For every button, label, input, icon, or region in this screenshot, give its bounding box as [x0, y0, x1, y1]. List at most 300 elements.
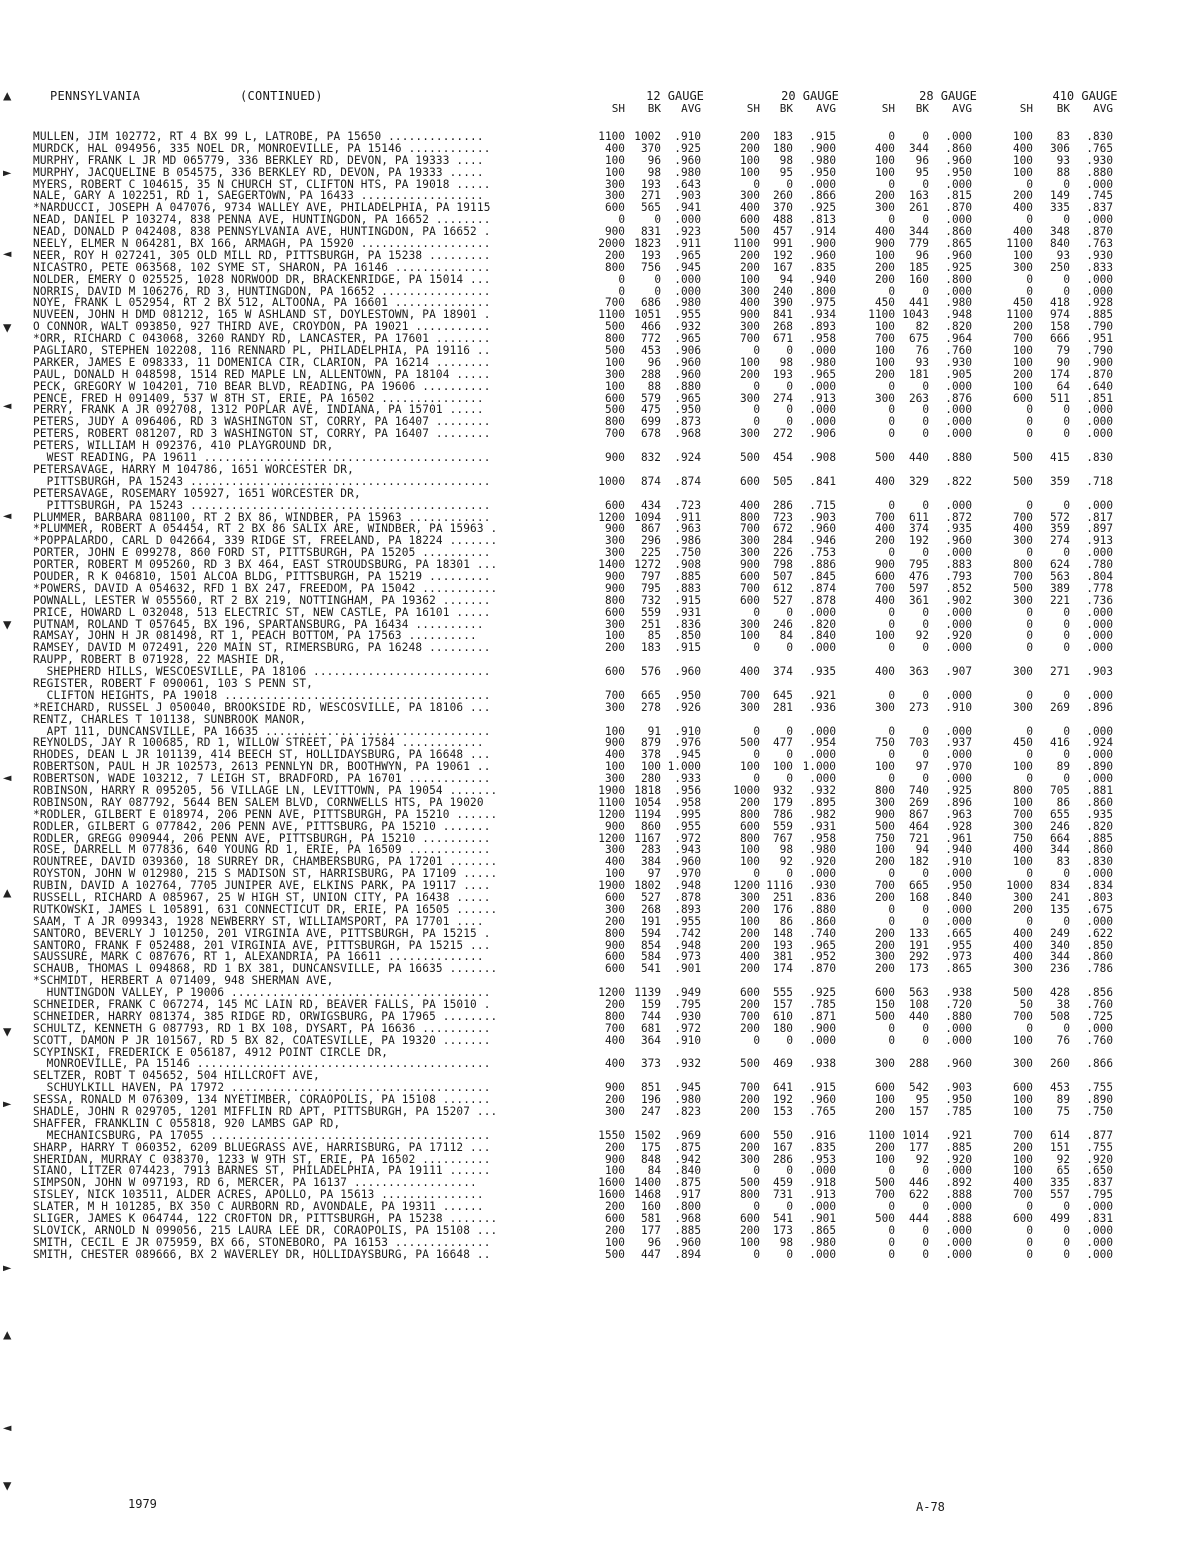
score-cell: 991: [772, 237, 793, 251]
score-cell: .910: [674, 130, 701, 143]
score-cell: 300: [1012, 891, 1033, 904]
score-cell: 0: [888, 177, 895, 191]
score-cell: 65: [1056, 1164, 1070, 1178]
score-cell: 400: [1012, 201, 1033, 215]
shooter-name-address: PETERSAVAGE, ROSEMARY 105927, 1651 WORCESTER DR,: [33, 486, 361, 500]
score-cell: .000: [945, 867, 972, 881]
score-cell: 1200: [598, 831, 625, 845]
score-cell: .000: [1086, 1021, 1113, 1035]
score-cell: 400: [739, 665, 760, 679]
score-cell: 418: [1049, 296, 1070, 310]
score-cell: .795: [674, 998, 701, 1012]
score-cell: 900: [604, 451, 625, 465]
score-cell: 300: [739, 284, 760, 298]
score-cell: 671: [772, 332, 793, 346]
score-cell: 700: [739, 581, 760, 595]
score-cell: .941: [674, 201, 701, 215]
score-cell: 440: [908, 451, 929, 465]
score-cell: 800: [739, 807, 760, 821]
score-cell: 1116: [766, 879, 793, 893]
score-cell: 700: [739, 332, 760, 346]
score-cell: 0: [753, 724, 760, 738]
score-cell: .000: [809, 1200, 836, 1214]
score-cell: 200: [874, 272, 895, 286]
score-cell: 786: [772, 807, 793, 821]
score-cell: 416: [1049, 736, 1070, 750]
table-row: [33, 714, 1143, 726]
score-cell: .921: [945, 1128, 972, 1142]
score-cell: .793: [945, 569, 972, 583]
score-cell: 900: [604, 1152, 625, 1166]
score-cell: .830: [1086, 855, 1113, 869]
score-cell: .880: [809, 902, 836, 916]
score-cell: 1100: [868, 1128, 895, 1142]
score-cell: 0: [1063, 629, 1070, 643]
score-cell: 200: [1012, 1140, 1033, 1154]
table-row: [33, 476, 1143, 488]
score-cell: .870: [1086, 367, 1113, 381]
score-cell: 100: [739, 855, 760, 869]
score-cell: 800: [604, 593, 625, 607]
score-cell: .000: [809, 605, 836, 619]
score-cell: 800: [739, 831, 760, 845]
shooter-name-address: SISLEY, NICK 103511, ALDER ACRES, APOLLO, PA 15613 ...............: [33, 1188, 484, 1202]
score-cell: 800: [739, 1188, 760, 1202]
score-cell: .750: [674, 546, 701, 560]
score-cell: 1167: [634, 831, 661, 845]
score-cell: 100: [874, 355, 895, 369]
score-cell: 600: [739, 213, 760, 227]
score-cell: 447: [640, 1247, 661, 1261]
table-row: [33, 262, 1143, 274]
score-cell: .000: [1086, 1223, 1113, 1237]
score-cell: 453: [1049, 1081, 1070, 1095]
shooter-name-address: SHERIDAN, MURRAY C 038370, 1233 W 9TH ST, ERIE, PA 16502 ..........: [33, 1152, 491, 1166]
score-cell: .000: [945, 130, 972, 143]
score-cell: .000: [945, 748, 972, 762]
score-cell: .873: [674, 415, 701, 429]
score-cell: 344: [908, 141, 929, 155]
score-cell: .903: [945, 1081, 972, 1095]
table-row: [33, 916, 1143, 928]
score-cell: 200: [604, 1140, 625, 1154]
score-cell: 100: [1012, 1152, 1033, 1166]
table-row: [33, 1237, 1143, 1249]
score-cell: .000: [945, 902, 972, 916]
shooter-name-address: SIANO, LITZER 074423, 7913 BARNES ST, PHILADELPHIA, PA 19111 ......: [33, 1164, 491, 1178]
score-cell: .874: [809, 581, 836, 595]
score-cell: .870: [809, 962, 836, 976]
shooter-name-address: POUDER, R K 046810, 1501 ALCOA BLDG, PITTSBURGH, PA 15219 .........: [33, 569, 491, 583]
score-cell: 500: [604, 1247, 625, 1261]
score-cell: 0: [786, 1247, 793, 1261]
score-cell: .923: [674, 225, 701, 239]
shooter-name-address: ROYSTON, JOHN W 012980, 215 S MADISON ST, HARRISBURG, PA 17109 .....: [33, 867, 498, 881]
score-cell: 175: [640, 1140, 661, 1154]
score-cell: 612: [772, 581, 793, 595]
score-cell: 200: [739, 260, 760, 274]
score-cell: .740: [809, 926, 836, 940]
shooter-name-address: NOLDER, EMERY O 025525, 1028 NORWOOD DR, BRACKENRIDGE, PA 15014 ...: [33, 272, 491, 286]
score-cell: 373: [640, 1057, 661, 1071]
score-cell: .940: [809, 272, 836, 286]
score-cell: .931: [809, 819, 836, 833]
score-cell: 400: [739, 201, 760, 215]
score-cell: 94: [915, 843, 929, 857]
score-cell: 832: [640, 451, 661, 465]
score-cell: 1100: [598, 795, 625, 809]
score-cell: 645: [772, 688, 793, 702]
score-cell: 200: [739, 938, 760, 952]
score-cell: .860: [1086, 950, 1113, 964]
score-cell: 744: [640, 1009, 661, 1023]
score-cell: .872: [945, 510, 972, 524]
score-cell: 150: [874, 998, 895, 1012]
score-cell: 300: [604, 1105, 625, 1119]
score-cell: 364: [640, 1033, 661, 1047]
score-cell: 0: [1026, 427, 1033, 441]
score-cell: 0: [753, 1200, 760, 1214]
shooter-name-address: SCHNEIDER, FRANK C 067274, 145 MC LAIN RD, BEAVER FALLS, PA 15010 .: [33, 998, 491, 1012]
score-cell: 0: [888, 617, 895, 631]
score-cell: 0: [922, 748, 929, 762]
score-cell: .918: [809, 1176, 836, 1190]
score-cell: 450: [874, 296, 895, 310]
score-cell: 0: [1063, 772, 1070, 786]
shooter-records-table: [33, 131, 1143, 1261]
score-cell: 149: [1049, 189, 1070, 203]
score-cell: 240: [772, 284, 793, 298]
score-cell: 600: [604, 201, 625, 215]
score-cell: .892: [945, 1176, 972, 1190]
score-cell: .880: [945, 451, 972, 465]
score-cell: 0: [888, 748, 895, 762]
score-cell: 428: [1049, 986, 1070, 1000]
score-cell: .000: [1086, 641, 1113, 655]
score-cell: .911: [674, 237, 701, 251]
score-cell: 1100: [598, 308, 625, 322]
score-cell: .850: [674, 629, 701, 643]
score-cell: 0: [1026, 1247, 1033, 1261]
score-cell: .765: [809, 1105, 836, 1119]
score-cell: 700: [739, 522, 760, 536]
score-cell: 0: [922, 617, 929, 631]
score-cell: 92: [915, 629, 929, 643]
score-cell: .000: [945, 213, 972, 227]
shooter-name-address: PENCE, FRED H 091409, 537 W 8TH ST, ERIE, PA 16502 ...............: [33, 391, 484, 405]
score-cell: 700: [604, 296, 625, 310]
score-cell: 177: [640, 1223, 661, 1237]
margin-mark-icon: ◄: [3, 398, 12, 414]
score-cell: 133: [908, 926, 929, 940]
score-cell: .000: [1086, 1200, 1113, 1214]
score-cell: 900: [604, 581, 625, 595]
score-cell: 488: [772, 213, 793, 227]
score-cell: 600: [739, 819, 760, 833]
score-cell: 834: [1049, 879, 1070, 893]
score-cell: .865: [945, 237, 972, 251]
score-cell: 400: [1012, 938, 1033, 952]
score-cell: .960: [945, 248, 972, 262]
score-cell: 200: [739, 130, 760, 143]
shooter-name-address: ROBERTSON, PAUL H JR 102573, 2613 PENNLYN DR, BOOTHWYN, PA 19061 ..: [33, 760, 491, 774]
score-cell: 0: [786, 1033, 793, 1047]
score-cell: 359: [1049, 474, 1070, 488]
score-cell: 151: [1049, 1140, 1070, 1154]
table-row: [33, 1023, 1143, 1035]
score-cell: .915: [674, 593, 701, 607]
score-cell: .910: [945, 855, 972, 869]
margin-mark-icon: ▼: [3, 1024, 12, 1040]
shooter-name-address: *REICHARD, RUSSEL J 050040, BROOKSIDE RD, WESCOSVILLE, PA 18106 ...: [33, 700, 491, 714]
score-cell: .903: [1086, 665, 1113, 679]
score-cell: 167: [772, 260, 793, 274]
score-cell: 800: [604, 1009, 625, 1023]
score-cell: .000: [1086, 748, 1113, 762]
score-cell: .640: [1086, 379, 1113, 393]
table-row: [33, 1011, 1143, 1023]
score-cell: .960: [809, 1093, 836, 1107]
shooter-name-address: WEST READING, PA 19611 ..........................................: [33, 451, 491, 465]
score-cell: .921: [809, 688, 836, 702]
score-cell: 0: [1063, 177, 1070, 191]
table-row: [33, 500, 1143, 512]
score-cell: 86: [1056, 795, 1070, 809]
score-cell: .833: [1086, 260, 1113, 274]
score-cell: .000: [674, 284, 701, 298]
score-cell: 300: [604, 902, 625, 916]
score-cell: 1200: [598, 986, 625, 1000]
score-cell: 192: [908, 534, 929, 548]
score-cell: .880: [1086, 165, 1113, 179]
score-cell: .790: [1086, 320, 1113, 334]
score-cell: 703: [908, 736, 929, 750]
score-cell: .000: [1086, 867, 1113, 881]
score-cell: 38: [1056, 998, 1070, 1012]
score-cell: 225: [640, 546, 661, 560]
score-cell: .942: [674, 1152, 701, 1166]
score-cell: .980: [809, 153, 836, 167]
score-cell: 454: [772, 451, 793, 465]
score-cell: .000: [809, 177, 836, 191]
score-cell: 900: [604, 819, 625, 833]
score-cell: 193: [772, 367, 793, 381]
score-cell: .965: [674, 332, 701, 346]
score-cell: 200: [739, 1140, 760, 1154]
score-cell: .000: [1086, 272, 1113, 286]
score-cell: 0: [753, 772, 760, 786]
score-cell: 0: [922, 546, 929, 560]
score-cell: .883: [674, 581, 701, 595]
score-cell: 200: [1012, 902, 1033, 916]
score-cell: .000: [809, 1164, 836, 1178]
score-cell: .960: [945, 1057, 972, 1071]
score-cell: 250: [1049, 260, 1070, 274]
shooter-name-address: SAUSSURE, MARK C 087676, RT 1, ALEXANDRIA, PA 16611 ..............: [33, 950, 484, 964]
score-cell: 0: [1026, 629, 1033, 643]
score-cell: 600: [604, 665, 625, 679]
score-cell: 300: [1012, 593, 1033, 607]
shooter-name-address: ROSE, DARRELL M 077836, 640 YOUNG RD 1, ERIE, PA 16509 ............: [33, 843, 491, 857]
score-cell: 705: [1049, 783, 1070, 797]
score-cell: 867: [640, 522, 661, 536]
score-cell: .000: [945, 605, 972, 619]
shooter-name-address: MONROEVILLE, PA 15146 ...........................................: [33, 1057, 491, 1071]
score-cell: 361: [908, 593, 929, 607]
score-cell: 800: [874, 783, 895, 797]
score-cell: 76: [1056, 1033, 1070, 1047]
score-cell: .880: [674, 379, 701, 393]
shooter-name-address: MURDCK, HAL 094956, 335 NOEL DR, MONROEVILLE, PA 15146 ............: [33, 141, 491, 155]
score-cell: .980: [809, 843, 836, 857]
score-cell: 874: [640, 474, 661, 488]
score-cell: 1.000: [802, 760, 836, 774]
score-cell: .000: [674, 272, 701, 286]
score-cell: 0: [654, 272, 661, 286]
score-cell: 600: [604, 605, 625, 619]
column-subheading: SH: [746, 102, 760, 115]
score-cell: .723: [674, 498, 701, 512]
shooter-name-address: PETERS, WILLIAM H 092376, 410 PLAYGROUND DR,: [33, 439, 334, 453]
margin-mark-icon: ◄: [3, 246, 12, 262]
score-cell: .896: [1086, 700, 1113, 714]
score-cell: .885: [1086, 831, 1113, 845]
score-cell: 200: [604, 1093, 625, 1107]
score-cell: .930: [809, 879, 836, 893]
score-cell: 76: [915, 344, 929, 358]
shooter-name-address: PARKER, JAMES E 098333, 11 DOMENICA CIR, CLARION, PA 16214 ........: [33, 355, 491, 369]
score-cell: .940: [945, 843, 972, 857]
score-cell: .948: [945, 308, 972, 322]
score-cell: 681: [640, 1021, 661, 1035]
score-cell: .000: [945, 379, 972, 393]
score-cell: .000: [945, 641, 972, 655]
score-cell: 0: [618, 284, 625, 298]
shooter-name-address: NOYE, FRANK L 052954, RT 2 BX 512, ALTOONA, PA 16601 ..............: [33, 296, 491, 310]
score-cell: 374: [908, 522, 929, 536]
score-cell: 100: [739, 355, 760, 369]
score-cell: 699: [640, 415, 661, 429]
score-cell: 600: [874, 1081, 895, 1095]
score-cell: .000: [945, 546, 972, 560]
margin-mark-icon: ◄: [3, 770, 12, 786]
score-cell: 93: [1056, 248, 1070, 262]
score-cell: .000: [945, 427, 972, 441]
score-cell: 0: [922, 902, 929, 916]
score-cell: .895: [809, 795, 836, 809]
score-cell: .865: [809, 1223, 836, 1237]
score-cell: 600: [604, 962, 625, 976]
score-cell: 200: [874, 189, 895, 203]
shooter-name-address: APT 111, DUNCANSVILLE, PA 16635 .................................: [33, 724, 491, 738]
score-cell: 700: [1012, 569, 1033, 583]
score-cell: .720: [945, 998, 972, 1012]
score-cell: 721: [908, 831, 929, 845]
score-cell: 900: [604, 938, 625, 952]
score-cell: 100: [640, 760, 661, 774]
state-heading: PENNSYLVANIA: [50, 89, 141, 103]
score-cell: .900: [809, 237, 836, 251]
table-row: [33, 1035, 1143, 1047]
score-cell: 655: [1049, 807, 1070, 821]
score-cell: 0: [753, 748, 760, 762]
score-cell: 600: [604, 891, 625, 904]
shooter-name-address: RHODES, DEAN L JR 101139, 414 BEECH ST, HOLLIDAYSBURG, PA 16648 ...: [33, 748, 491, 762]
shooter-name-address: RUBIN, DAVID A 102764, 7705 JUNIPER AVE, ELKINS PARK, PA 19117 ....: [33, 879, 491, 893]
score-cell: .755: [1086, 1081, 1113, 1095]
score-cell: .000: [809, 867, 836, 881]
score-cell: 555: [772, 986, 793, 1000]
table-row: [33, 250, 1143, 262]
score-cell: 400: [874, 225, 895, 239]
score-cell: .934: [809, 308, 836, 322]
score-cell: 0: [786, 344, 793, 358]
score-cell: 75: [1056, 1105, 1070, 1119]
score-cell: .835: [809, 260, 836, 274]
score-cell: 300: [739, 320, 760, 334]
score-cell: 800: [739, 510, 760, 524]
score-cell: 163: [908, 189, 929, 203]
score-cell: 92: [1056, 1152, 1070, 1166]
score-cell: 159: [640, 998, 661, 1012]
score-cell: .763: [1086, 237, 1113, 251]
shooter-name-address: MECHANICSBURG, PA 17055 .........................................: [33, 1128, 491, 1142]
score-cell: .954: [809, 736, 836, 750]
score-cell: 400: [1012, 1176, 1033, 1190]
score-cell: .935: [1086, 807, 1113, 821]
score-cell: .910: [674, 724, 701, 738]
score-cell: 0: [1063, 748, 1070, 762]
score-cell: 135: [1049, 902, 1070, 916]
score-cell: 200: [739, 902, 760, 916]
score-cell: 96: [647, 355, 661, 369]
score-cell: .875: [674, 1176, 701, 1190]
score-cell: 550: [772, 1128, 793, 1142]
score-cell: 100: [604, 724, 625, 738]
score-cell: 280: [640, 772, 661, 786]
score-cell: 96: [647, 153, 661, 167]
score-cell: 200: [874, 1140, 895, 1154]
score-cell: 1818: [634, 783, 661, 797]
score-cell: 511: [1049, 391, 1070, 405]
score-cell: .952: [809, 950, 836, 964]
shooter-name-address: O CONNOR, WALT 093850, 927 THIRD AVE, CROYDON, PA 19021 ...........: [33, 320, 491, 334]
score-cell: .924: [674, 451, 701, 465]
score-cell: 584: [640, 950, 661, 964]
table-row: [33, 904, 1143, 916]
score-cell: 100: [1012, 165, 1033, 179]
score-cell: 0: [1063, 724, 1070, 738]
score-cell: .800: [674, 1200, 701, 1214]
score-cell: 0: [1063, 427, 1070, 441]
score-cell: 400: [1012, 950, 1033, 964]
score-cell: .803: [1086, 891, 1113, 904]
score-cell: 0: [1063, 1247, 1070, 1261]
score-cell: .643: [674, 177, 701, 191]
score-cell: .000: [1086, 427, 1113, 441]
margin-mark-icon: ▲: [3, 1327, 12, 1343]
score-cell: 0: [922, 427, 929, 441]
score-cell: .975: [809, 296, 836, 310]
score-cell: 477: [772, 736, 793, 750]
footer-year: 1979: [128, 1497, 157, 1511]
score-cell: 100: [874, 1152, 895, 1166]
score-cell: .820: [1086, 819, 1113, 833]
score-cell: 459: [772, 1176, 793, 1190]
score-cell: .907: [945, 665, 972, 679]
score-cell: 400: [1012, 225, 1033, 239]
score-cell: 1000: [598, 474, 625, 488]
